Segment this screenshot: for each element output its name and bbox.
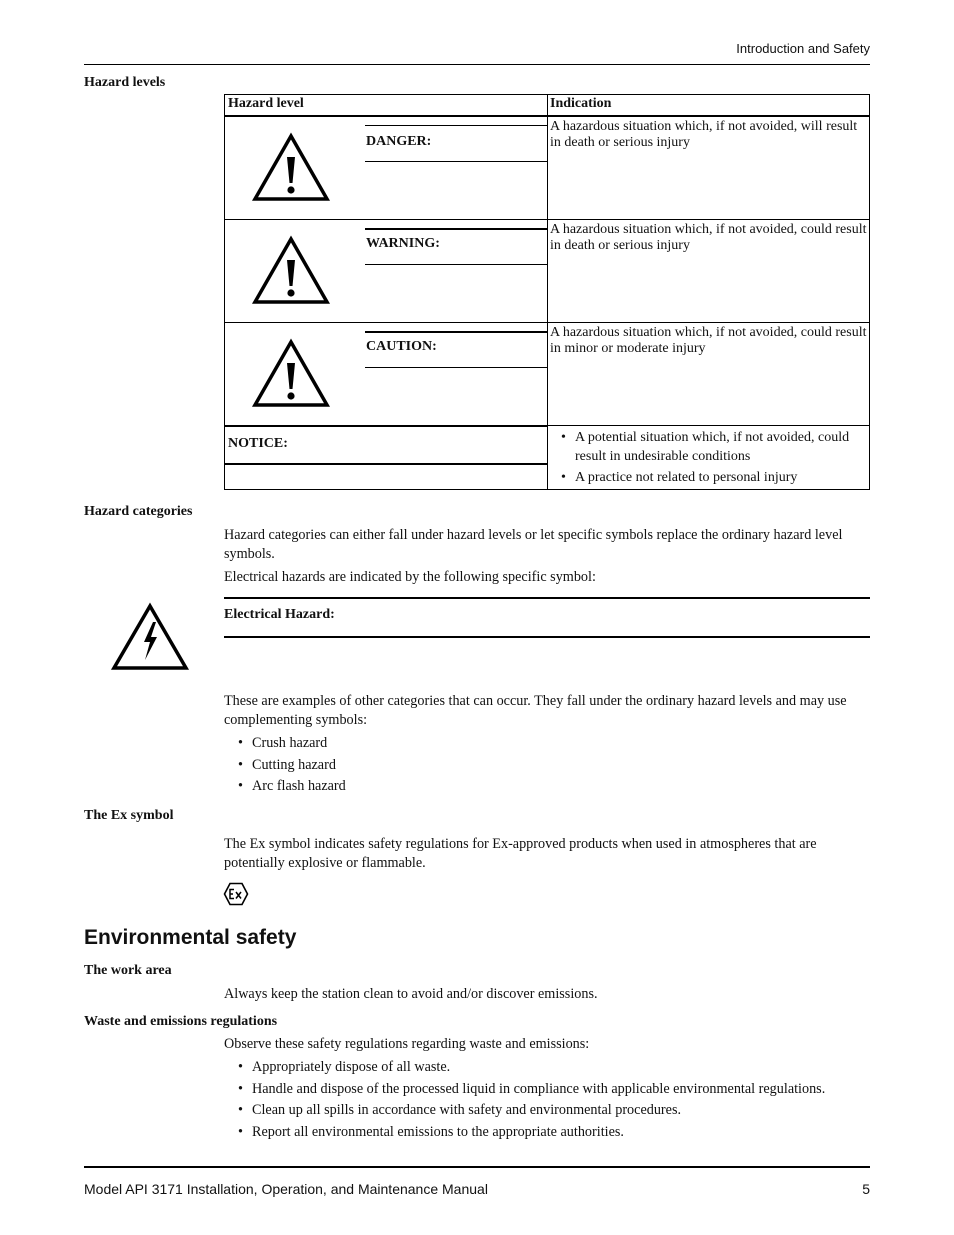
- notice-list: [547, 428, 857, 489]
- electrical-hazard-label: Electrical Hazard:: [224, 607, 335, 622]
- list-item: • Arc flash hazard: [224, 776, 870, 798]
- hazard-label-caution: CAUTION:: [366, 339, 437, 354]
- waste-regulations-list: [224, 1057, 870, 1143]
- table-header-indication: Indication: [550, 96, 612, 111]
- waste-heading: Waste and emissions regulations: [84, 1014, 278, 1029]
- warning-triangle-icon: [251, 234, 331, 306]
- list-item: • Clean up all spills in accordance with safety and environmental procedures.: [224, 1100, 870, 1122]
- table-row-caution: [225, 323, 871, 425]
- hazard-label-notice: NOTICE:: [228, 436, 288, 451]
- hazard-label-danger: DANGER:: [366, 134, 432, 149]
- hazard-categories-para-2: Electrical hazards are indicated by the following specific symbol:: [224, 569, 596, 585]
- running-header: Introduction and Safety: [736, 41, 870, 56]
- work-area-heading: The work area: [84, 963, 172, 978]
- warning-triangle-icon: [251, 131, 331, 203]
- ex-symbol-icon: [223, 882, 249, 906]
- hazard-categories-para-3: These are examples of other categories that can occur. They fall under the ordinary hazard levels and may use complementing symbols:: [224, 693, 847, 728]
- table-row-warning: [225, 220, 871, 322]
- ex-symbol-heading: The Ex symbol: [84, 808, 174, 823]
- work-area-text: Always keep the station clean to avoid and/or discover emissions.: [224, 986, 598, 1002]
- page-number: 5: [862, 1181, 870, 1197]
- hazard-category-list: [224, 733, 870, 798]
- warning-triangle-icon: [251, 337, 331, 409]
- list-item: • A practice not related to personal injury: [547, 468, 857, 487]
- list-item: • Handle and dispose of the processed liquid in compliance with applicable environmental regulations.: [224, 1079, 870, 1101]
- waste-intro: Observe these safety regulations regarding waste and emissions:: [224, 1036, 590, 1052]
- ex-symbol-para: The Ex symbol indicates safety regulations for Ex-approved products when used in atmospheres that are potentially explosive or flammable.: [224, 836, 817, 871]
- hazard-categories-para-1: Hazard categories can either fall under hazard levels or let specific symbols replace the ordinary hazard level symbols.: [224, 527, 843, 562]
- hazard-categories-heading: Hazard categories: [84, 504, 193, 519]
- hazard-level-table: [224, 94, 870, 490]
- footer-rule: [84, 1166, 870, 1168]
- indication-danger: A hazardous situation which, if not avoided, will result in death or serious injury: [550, 119, 858, 150]
- header-rule: [84, 64, 870, 65]
- footer-manual-title: Model API 3171 Installation, Operation, and Maintenance Manual: [84, 1181, 488, 1197]
- table-header-hazard-level: Hazard level: [228, 96, 304, 111]
- table-row-danger: [225, 117, 871, 219]
- list-item: • A potential situation which, if not avoided, could result in undesirable conditions: [547, 428, 857, 466]
- list-item: • Cutting hazard: [224, 755, 870, 777]
- indication-warning: A hazardous situation which, if not avoided, could result in death or serious injury: [550, 222, 867, 253]
- indication-caution: A hazardous situation which, if not avoided, could result in minor or moderate injury: [550, 325, 867, 356]
- electrical-hazard-icon: [110, 602, 190, 672]
- list-item: • Appropriately dispose of all waste.: [224, 1057, 870, 1079]
- hazard-label-warning: WARNING:: [366, 236, 440, 251]
- table-row-notice: [225, 426, 871, 490]
- hazard-levels-heading: Hazard levels: [84, 75, 166, 90]
- list-item: • Report all environmental emissions to the appropriate authorities.: [224, 1122, 870, 1144]
- section-title-environmental-safety: Environmental safety: [84, 926, 297, 949]
- list-item: • Crush hazard: [224, 733, 870, 755]
